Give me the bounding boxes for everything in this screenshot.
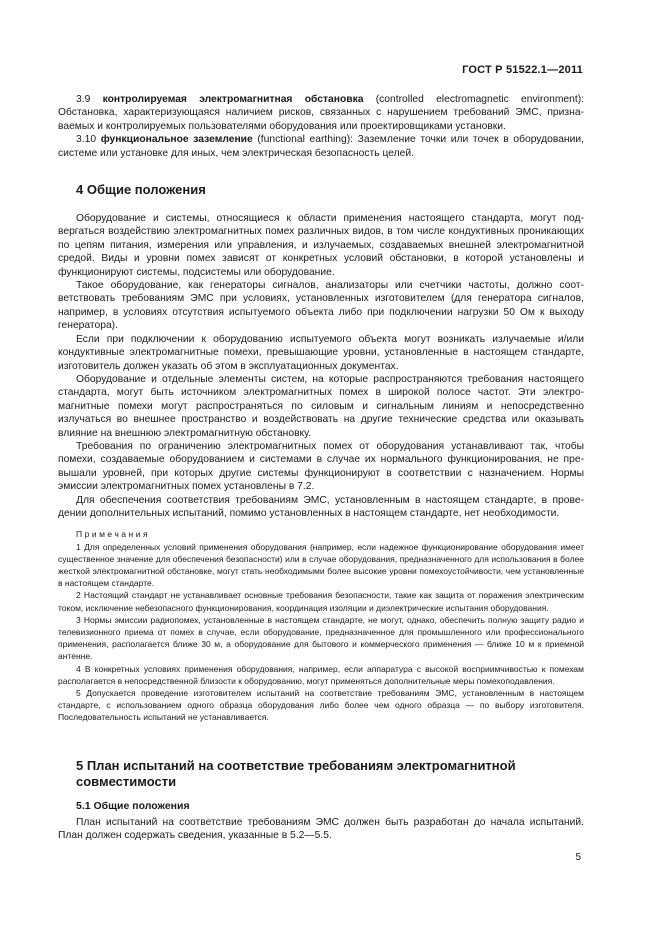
definition-number: 3.10 — [76, 134, 97, 146]
paragraph: Оборудование и отдельные элементы систем, на которые распространяются требования настоящего стандарта, могут быть источником электромагнитных помех в широкой полосе частот. Эти электромагнитные помехи могут распространяться по силовым и сигнальным линиям и непосредственно излучаться во внешнее пространство и воздействовать на другие технические средства или оказывать влияние на внешнюю электромагнитную обстановку. — [58, 373, 584, 439]
subsection-5-1-title: 5.1 Общие положения — [76, 799, 190, 812]
note-item: 4 В конкретных условиях применения оборудования, например, если аппаратура с высокой восприимчивостью к помехам располагается в непосредственной близости к оборудованию, могут применяться дополнительные меры помехоподавления. — [58, 663, 584, 686]
definition-text: (controlled electromagnetic environment): Обстановка, характеризующаяся наличием рисков, связанных с нарушением требований ЭМС, признаваемых и контролируемых пользователями оборудования или проектировщиками установки. — [58, 94, 584, 132]
definition-3-10 — [58, 133, 584, 160]
notes-block — [58, 528, 584, 723]
definition-3-9 — [58, 93, 584, 133]
standard-header: ГОСТ Р 51522.1—2011 — [462, 64, 583, 76]
paragraph: Такое оборудование, как генераторы сигналов, анализаторы или счетчики частоты, должно соответствовать требованиям ЭМС при условиях, установленных изготовителем (для генератора сигналов, например, в условиях отсутствия испытуемого объекта либо при подключении нагрузки 50 Ом к выходу генератора). — [58, 280, 584, 332]
section-5-title: 5 План испытаний на соответствие требованиям электромагнитной совместимости — [76, 757, 516, 789]
definition-term: контролируемая электромагнитная обстановка — [102, 94, 364, 105]
note-item: 1 Для определенных условий применения оборудования (например, если надежное функционирование оборудования имеет существенное значение для обеспечения безопасности) или в случае оборудования, предназначенного для использования в более жесткой электромагнитной обстановке, могут стать необходимыми более высокие уровни помехоустойчивости, чем установленные в настоящем стандарте. — [58, 541, 584, 589]
note-item: 2 Настоящий стандарт не устанавливает основные требования безопасности, такие как защита от поражения электрическим током, исключение небезопасного функционирования, координация изоляции и диэлектрические испытания оборудования. — [58, 590, 584, 613]
page-content — [58, 93, 584, 843]
notes-title: Примечания — [76, 529, 151, 540]
note-item: 5 Допускается проведение изготовителем испытаний на соответствие требованиям ЭМС, установленным в настоящем стандарте, с использованием одного образца оборудования либо более чем одного образца — по выбору изготовителя. Последовательность испытаний не устанавливается. — [58, 688, 584, 723]
note-item: 3 Нормы эмиссии радиопомех, установленные в настоящем стандарте, не могут, однако, обеспечить полную защиту радио и телевизионного приема от помех в случае, если оборудование, предназначенное для промышленного или профессионального применения, располагается ближе 30 м, а оборудование для бытового и коммерческого применения — ближе 10 м к приемной антенне. — [58, 614, 584, 662]
paragraph: Оборудование и системы, относящиеся к области применения настоящего стандарта, могут подвергаться воздействию электромагнитных помех различных видов, в том числе кондуктивных проникающих по цепям питания, измерения или управления, и излучаемых, создаваемых внешней электромагнитной средой. Виды и уровни помех зависят от конкретных условий обстановки, в которой установлены и функционируют системы, подсистемы или оборудование. — [58, 213, 584, 278]
paragraph: План испытаний на соответствие требованиям ЭМС должен быть разработан до начала испытаний. План должен содержать сведения, указанные в 5.2—5.5. — [58, 817, 584, 842]
definition-number: 3.9 — [76, 94, 91, 105]
page-number: 5 — [575, 852, 581, 863]
paragraph: Требования по ограничению электромагнитных помех от оборудования устанавливают так, чтобы помехи, создаваемые оборудованием и системами в случае их нормального функционирования, не превышали уровней, при которых другие системы функционируют в соответствии с назначением. Нормы эмиссии электромагнитных помех установлены в 7.2. — [58, 440, 584, 493]
section-4-title: 4 Общие положения — [76, 182, 206, 198]
paragraph: Для обеспечения соответствия требованиям ЭМС, установленным в настоящем стандарте, в проведении дополнительных испытаний, помимо установленных в настоящем стандарте, нет необходимости. — [58, 494, 584, 519]
paragraph: Если при подключении к оборудованию испытуемого объекта могут возникать излучаемые и/или кондуктивные электромагнитные помехи, превышающие уровни, установленные в настоящем стандарте, изготовитель должен указать об этом в эксплуатационных документах. — [58, 333, 584, 372]
definition-term: функциональное заземление — [100, 134, 253, 146]
definition-text: (functional earthing): Заземление точки или точек в оборудовании, системе или установке для иных, чем электрическая безопасность целей. — [58, 134, 584, 159]
